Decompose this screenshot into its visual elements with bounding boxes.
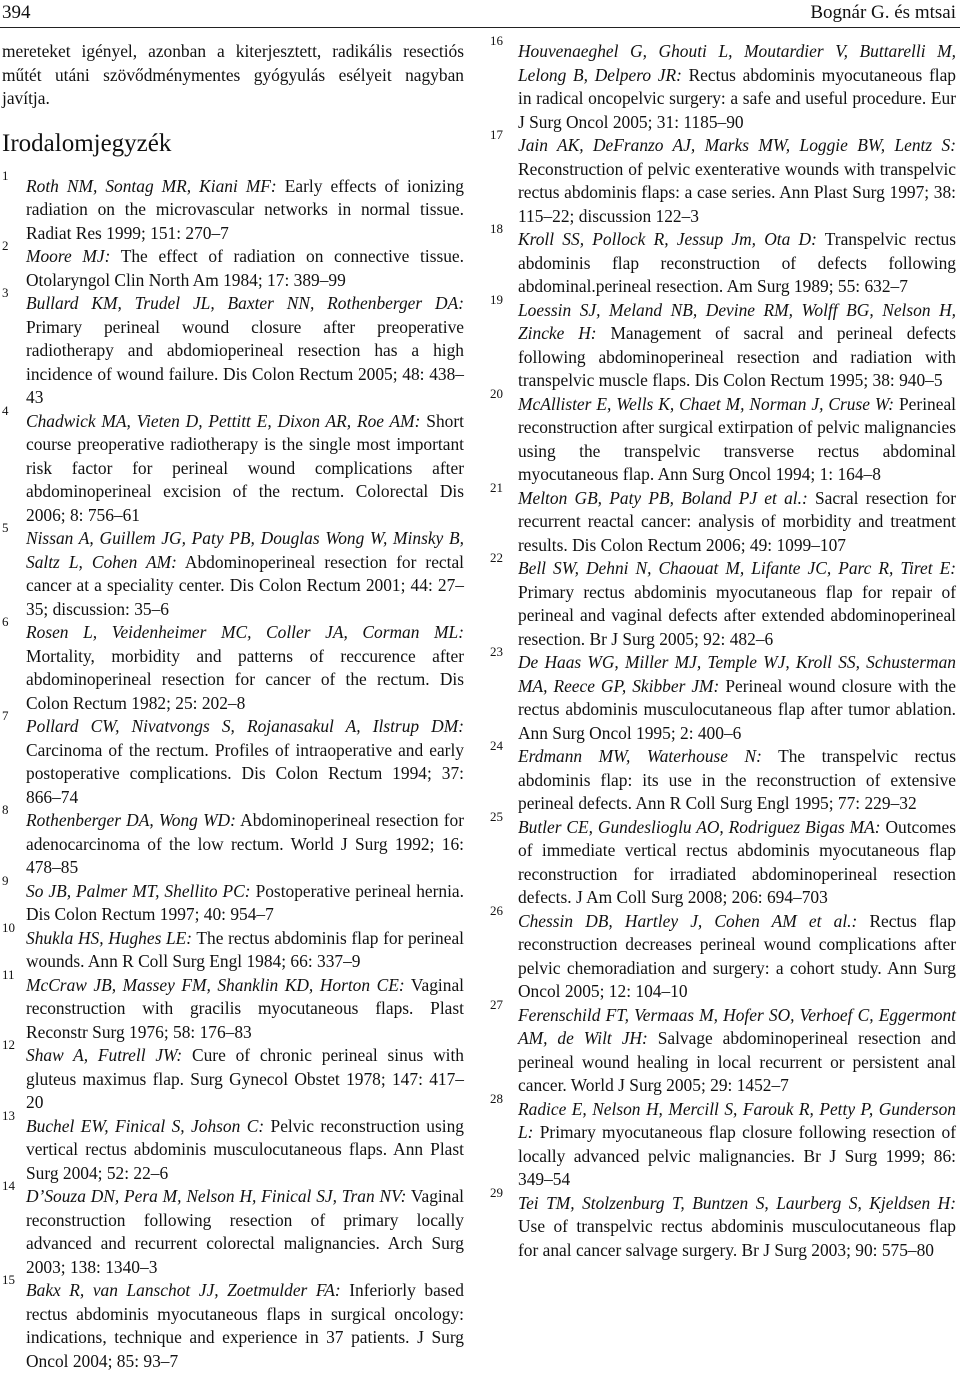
reference-item [2, 1037, 464, 1115]
references-heading: Irodalomjegyzék [2, 129, 172, 157]
reference-authors: Jain AK, DeFranzo AJ, Marks MW, Loggie BW, Lentz S: [518, 135, 956, 155]
reference-text: Primary rectus abdominis myocutaneous flap for repair of perineal and vaginal defects after extended abdominoperineal resection. Br J Surg 2005; 92: 482–6 [518, 581, 956, 649]
reference-authors: Erdmann MW, Waterhouse N: [518, 746, 762, 766]
reference-text: Outcomes of immediate vertical rectus abdominis myocutaneous flap reconstruction for irradiated abdominoperineal resection defects. J Am Coll Surg 2008; 206: 694–703 [518, 816, 956, 907]
reference-item [490, 221, 956, 299]
reference-list-left [2, 167, 465, 1374]
reference-text: Management of sacral and perineal defects following abdominoperineal resection and radiation with transpelvic muscle flaps. Dis Colon Rectum 1995; 38: 940–5 [518, 323, 956, 390]
reference-authors: Shukla HS, Hughes LE: [26, 927, 193, 948]
reference-number: 9 [2, 872, 9, 888]
reference-number: 3 [2, 285, 9, 300]
reference-text: Carcinoma of the rectum. Profiles of intraoperative and early postoperative complications. Dis Colon Rectum 1994; 37: 866–74 [26, 739, 464, 807]
reference-number: 29 [490, 1184, 503, 1200]
reference-text: Short course preoperative radiotherapy is the single most important risk factor for perineal wound complications after abdominoperineal excision of the rectum. Colorectal Dis 2006; 8: 756–61 [26, 410, 464, 525]
reference-authors: Bell SW, Dehni N, Chaouat M, Lifante JC, Parc R, Tiret E: [518, 558, 956, 578]
reference-number: 18 [490, 221, 503, 236]
reference-list-right [490, 33, 956, 1262]
reference-text: Rectus abdominis myocutaneous flap in radical oncopelvic surgery: a safe and useful procedure. Eur J Surg Oncol 2005; 31: 1185–90 [518, 64, 956, 132]
reference-item [490, 808, 956, 910]
reference-item [490, 550, 956, 651]
reference-number: 26 [490, 902, 503, 918]
reference-authors: Butler CE, Gundeslioglu AO, Rodriguez Bigas MA: [518, 816, 881, 837]
reference-item [2, 1272, 464, 1373]
reference-item [490, 127, 956, 228]
reference-number: 21 [490, 479, 503, 495]
reference-number: 10 [2, 919, 15, 935]
reference-authors: De Haas WG, Miller MJ, Temple WJ, Kroll SS, Schusterman MA, Reece GP, Skibber JM: [518, 652, 956, 696]
reference-authors: Radice E, Nelson H, Mercill S, Farouk R, Petty P, Gunderson L: [518, 1098, 956, 1142]
reference-number: 12 [2, 1037, 15, 1052]
reference-item [490, 996, 956, 1098]
running-head: Bognár G. és mtsai [810, 2, 956, 23]
reference-text: The effect of radiation on connective tissue. Otolaryngol Clin North Am 1984; 17: 389–99 [26, 246, 464, 290]
reference-number: 23 [490, 644, 503, 659]
reference-authors: Nissan A, Guillem JG, Paty PB, Douglas Wong W, Minsky B, Saltz L, Cohen AM: [26, 528, 464, 572]
reference-item [490, 1184, 956, 1263]
reference-authors: Bakx R, van Lanschot JJ, Zoetmulder FA: [26, 1280, 341, 1300]
reference-item [490, 902, 956, 1004]
reference-text: Abdominoperineal resection for adenocarcinoma of the low rectum. World J Surg 1992; 16: 478–85 [26, 810, 464, 877]
reference-authors: Pollard CW, Nivatvongs S, Rojanasakul A, Ilstrup DM: [26, 716, 464, 736]
reference-item [490, 1090, 956, 1192]
reference-item [2, 1178, 465, 1279]
reference-authors: Rothenberger DA, Wong WD: [26, 810, 236, 830]
reference-text: Early effects of ionizing radiation on the microvascular networks in normal tissue. Radiat Res 1999; 151: 270–7 [26, 175, 464, 243]
reference-authors: Loessin SJ, Meland NB, Devine RM, Wolff BG, Nelson H, Zincke H: [518, 299, 956, 343]
reference-number: 17 [490, 127, 503, 142]
reference-authors: Buchel EW, Finical S, Johson C: [26, 1115, 265, 1136]
reference-item [490, 33, 956, 134]
reference-item [2, 1107, 464, 1186]
reference-number: 2 [2, 238, 9, 253]
reference-text: The transpelvic rectus abdominis flap: its use in the reconstruction of extensive perineal defects. Ann R Coll Surg Engl 1995; 77: 229–32 [518, 746, 956, 813]
reference-text: Sacral resection for recurrent reactal cancer: analysis of morbidity and treatment results. Dis Colon Rectum 2006; 49: 1099–107 [518, 487, 956, 555]
intro-paragraph: mereteket igényel, azonban a kiterjesztett, radikális resectiós műtét utáni szövődménymentes gyógyulás esélyeit nagyban javítja. [2, 41, 464, 108]
reference-text: Mortality, morbidity and patterns of reccurence after abdominoperineal resection for cancer of the rectum. Dis Colon Rectum 1982; 25: 202–8 [26, 645, 464, 713]
reference-item [2, 872, 465, 927]
reference-authors: Ferenschild FT, Vermaas M, Hofer SO, Verhoef C, Eggermont AM, de Wilt JH: [518, 1004, 956, 1048]
reference-text: Rectus flap reconstruction decreases perineal wound complications after pelvic chemoradiation and surgery: a cohort study. Ann Surg Oncol 2005; 12: 104–10 [518, 910, 956, 1001]
reference-number: 24 [490, 738, 503, 753]
reference-number: 8 [2, 802, 9, 817]
reference-text: Primary myocutaneous flap closure following resection of locally advanced pelvic malignancies. Br J Surg 1999; 86: 349–54 [518, 1122, 956, 1189]
reference-text: Salvage abdominoperineal resection and perineal wound healing in local recurrent or persistent anal cancer. World J Surg 2005; 29: 1452–7 [518, 1028, 956, 1095]
reference-item [2, 167, 464, 246]
reference-number: 16 [490, 33, 503, 48]
reference-authors: Houvenaeghel G, Ghouti L, Moutardier V, Buttarelli M, Lelong B, Delpero JR: [518, 41, 956, 85]
reference-authors: McCraw JB, Massey FM, Shanklin KD, Horton CE: [26, 974, 405, 995]
reference-text: Postoperative perineal hernia. Dis Colon Rectum 1997; 40: 954–7 [26, 880, 465, 924]
reference-item [490, 738, 956, 816]
reference-text: Reconstruction of pelvic exenterative wounds with transpelvic rectus abdominis flaps: a case series. Ann Plast Surg 1997; 38: 115–22; discussion 122–3 [518, 158, 956, 226]
reference-number: 13 [2, 1107, 15, 1123]
reference-authors: Chadwick MA, Vieten D, Pettitt E, Dixon AR, Roe AM: [26, 410, 421, 431]
reference-item [2, 966, 464, 1045]
reference-number: 20 [490, 385, 503, 401]
reference-number: 15 [2, 1272, 15, 1287]
reference-number: 1 [2, 167, 9, 183]
reference-item [2, 520, 465, 621]
reference-text: Abdominoperineal resection for rectal cancer at a speciality center. Dis Colon Rectum 2001; 44: 27–35; discussion: 35–6 [26, 551, 465, 619]
reference-authors: Rosen L, Veidenheimer MC, Coller JA, Corman ML: [26, 622, 464, 642]
reference-text: Perineal reconstruction after surgical extirpation of pelvic malignancies using the transpelvic transverse rectus abdominal myocutaneous flap. Ann Surg Oncol 1994; 1: 164–8 [518, 393, 956, 484]
reference-item [2, 238, 464, 292]
header-rule [0, 27, 960, 28]
reference-number: 28 [490, 1090, 503, 1106]
reference-text: The rectus abdominis flap for perineal wounds. Ann R Coll Surg Engl 1984; 66: 337–9 [26, 927, 464, 971]
reference-authors: Bullard KM, Trudel JL, Baxter NN, Rothenberger DA: [26, 293, 464, 313]
reference-authors: Roth NM, Sontag MR, Kiani MF: [26, 175, 277, 196]
reference-number: 11 [2, 966, 15, 982]
reference-text: Vaginal reconstruction with gracilis myocutaneous flaps. Plast Reconstr Surg 1976; 58: 176–83 [26, 974, 464, 1042]
reference-number: 25 [490, 808, 503, 824]
reference-number: 7 [2, 708, 9, 723]
reference-item [2, 402, 464, 528]
reference-number: 19 [490, 291, 503, 307]
left-column [2, 40, 464, 1373]
reference-authors: Chessin DB, Hartley J, Cohen AM et al.: [518, 910, 858, 931]
reference-authors: D’Souza DN, Pera M, Nelson H, Finical SJ, Tran NV: [26, 1186, 407, 1206]
reference-item [2, 285, 464, 410]
reference-authors: Moore MJ: [26, 246, 111, 266]
reference-item [490, 385, 956, 487]
reference-text: Cure of chronic perineal sinus with gluteus maximus flap. Surg Gynecol Obstet 1978; 147: 417–20 [26, 1045, 464, 1112]
reference-text: Inferiorly based rectus abdominis myocutaneous flaps in surgical oncology: indications, technique and experience in 37 patients. J Surg Oncol 2004; 85: 93–7 [26, 1280, 464, 1371]
reference-text: Transpelvic rectus abdominis flap reconstruction of defects following abdominal.perineal resection. Am Surg 1989; 55: 632–7 [518, 229, 956, 296]
reference-item [490, 644, 956, 745]
reference-text: Vaginal reconstruction following resection of primary locally advanced and recurrent colorectal malignancies. Arch Surg 2003; 138: 1340–3 [26, 1186, 465, 1277]
reference-text: Pelvic reconstruction using vertical rectus abdominis musculocutaneous flaps. Ann Plast Surg 2004; 52: 22–6 [26, 1115, 464, 1183]
right-column [490, 33, 956, 1262]
reference-item [2, 802, 464, 880]
reference-item [490, 479, 956, 558]
reference-authors: Shaw A, Futrell JW: [26, 1045, 183, 1065]
reference-authors: Kroll SS, Pollock R, Jessup Jm, Ota D: [518, 229, 817, 249]
reference-text: Perineal wound closure with the rectus abdominis musculocutaneous flap after tumor ablation. Ann Surg Oncol 1995; 2: 400–6 [518, 675, 956, 743]
reference-item [2, 614, 464, 715]
reference-authors: Tei TM, Stolzenburg T, Buntzen S, Laurberg S, Kjeldsen H: [518, 1192, 956, 1213]
reference-number: 6 [2, 614, 9, 629]
reference-authors: Melton GB, Paty PB, Boland PJ et al.: [518, 487, 808, 508]
reference-number: 4 [2, 402, 9, 418]
reference-number: 27 [490, 996, 503, 1012]
reference-authors: McAllister E, Wells K, Chaet M, Norman J, Cruse W: [518, 393, 895, 414]
reference-item [490, 291, 956, 393]
page-number: 394 [2, 2, 31, 23]
reference-text: Use of transpelvic rectus abdominis musculocutaneous flap for anal cancer salvage surgery. Br J Surg 2003; 90: 575–80 [518, 1216, 956, 1260]
reference-text: Primary perineal wound closure after preoperative radiotherapy and abdomioperineal resection has a high incidence of wound failure. Dis Colon Rectum 2005; 48: 438–43 [26, 316, 464, 407]
reference-authors: So JB, Palmer MT, Shellito PC: [26, 880, 251, 901]
page-header [0, 0, 960, 28]
reference-number: 5 [2, 520, 9, 535]
reference-item [2, 708, 464, 809]
reference-number: 22 [490, 550, 503, 565]
reference-item [2, 919, 464, 974]
reference-number: 14 [2, 1178, 15, 1193]
